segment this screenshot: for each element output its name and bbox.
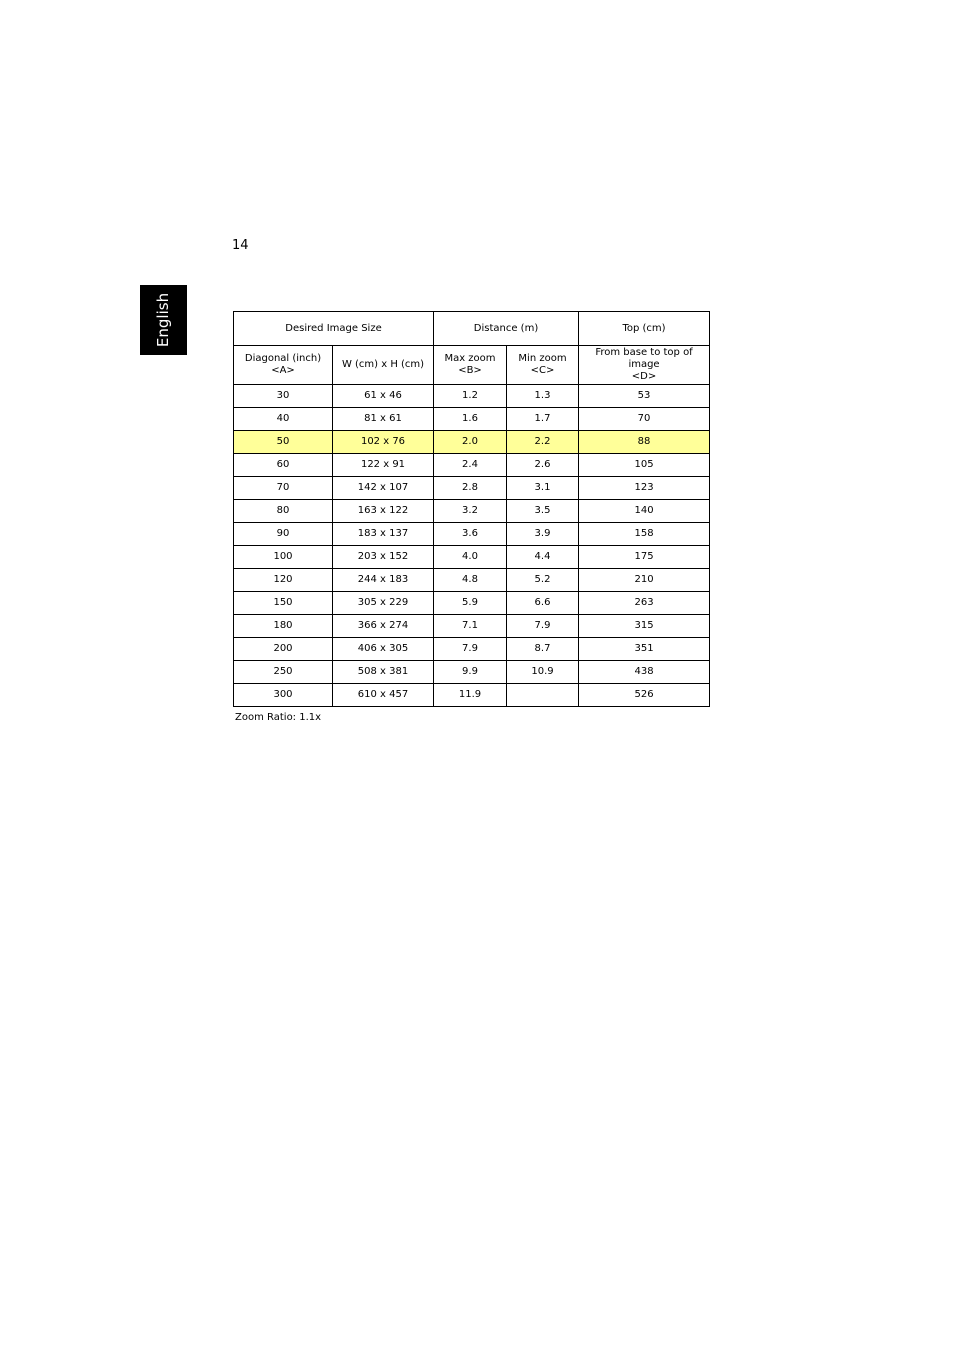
table-row: [234, 684, 710, 707]
language-tab: [140, 285, 187, 355]
cell-min-zoom: 5.2: [507, 569, 579, 592]
cell-min-zoom: 8.7: [507, 638, 579, 661]
cell-width-height: 183 x 137: [333, 523, 434, 546]
cell-diagonal: 50: [234, 431, 333, 454]
cell-max-zoom: 3.6: [434, 523, 507, 546]
cell-diagonal: 200: [234, 638, 333, 661]
language-tab-label: English: [154, 292, 173, 348]
cell-max-zoom: 9.9: [434, 661, 507, 684]
cell-max-zoom: 4.8: [434, 569, 507, 592]
cell-width-height: 142 x 107: [333, 477, 434, 500]
cell-width-height: 244 x 183: [333, 569, 434, 592]
cell-diagonal: 70: [234, 477, 333, 500]
cell-min-zoom: 4.4: [507, 546, 579, 569]
cell-diagonal: 150: [234, 592, 333, 615]
table-row: [234, 454, 710, 477]
header-diagonal: Diagonal (inch) <A>: [234, 346, 333, 385]
cell-base-to-top: 88: [579, 431, 710, 454]
table-row: [234, 661, 710, 684]
cell-min-zoom: 3.1: [507, 477, 579, 500]
cell-diagonal: 120: [234, 569, 333, 592]
cell-max-zoom: 1.2: [434, 385, 507, 408]
cell-base-to-top: 175: [579, 546, 710, 569]
cell-max-zoom: 5.9: [434, 592, 507, 615]
cell-base-to-top: 210: [579, 569, 710, 592]
cell-min-zoom: 3.5: [507, 500, 579, 523]
table-row: [234, 408, 710, 431]
cell-max-zoom: 4.0: [434, 546, 507, 569]
cell-width-height: 366 x 274: [333, 615, 434, 638]
header-min-zoom: Min zoom <C>: [507, 346, 579, 385]
cell-diagonal: 40: [234, 408, 333, 431]
zoom-ratio-note: Zoom Ratio: 1.1x: [235, 712, 322, 723]
cell-max-zoom: 3.2: [434, 500, 507, 523]
header-desired-image-size: Desired Image Size: [234, 312, 434, 346]
table-row: [234, 523, 710, 546]
cell-max-zoom: 11.9: [434, 684, 507, 707]
table-row: [234, 638, 710, 661]
cell-min-zoom: 7.9: [507, 615, 579, 638]
cell-max-zoom: 2.8: [434, 477, 507, 500]
cell-width-height: 610 x 457: [333, 684, 434, 707]
cell-max-zoom: 7.1: [434, 615, 507, 638]
header-distance: Distance (m): [434, 312, 579, 346]
cell-min-zoom: 2.2: [507, 431, 579, 454]
table-body: [234, 385, 710, 707]
cell-min-zoom: [507, 684, 579, 707]
cell-base-to-top: 438: [579, 661, 710, 684]
page-number: 14: [232, 238, 249, 253]
table-row: [234, 477, 710, 500]
cell-max-zoom: 1.6: [434, 408, 507, 431]
cell-base-to-top: 526: [579, 684, 710, 707]
table-group-header-row: [234, 312, 710, 346]
cell-diagonal: 30: [234, 385, 333, 408]
cell-min-zoom: 1.3: [507, 385, 579, 408]
cell-min-zoom: 6.6: [507, 592, 579, 615]
cell-diagonal: 60: [234, 454, 333, 477]
table-row: [234, 569, 710, 592]
cell-base-to-top: 263: [579, 592, 710, 615]
cell-base-to-top: 158: [579, 523, 710, 546]
header-max-zoom: Max zoom <B>: [434, 346, 507, 385]
cell-base-to-top: 351: [579, 638, 710, 661]
cell-width-height: 203 x 152: [333, 546, 434, 569]
cell-base-to-top: 53: [579, 385, 710, 408]
cell-diagonal: 90: [234, 523, 333, 546]
cell-diagonal: 250: [234, 661, 333, 684]
cell-base-to-top: 105: [579, 454, 710, 477]
table-row: [234, 592, 710, 615]
cell-max-zoom: 2.4: [434, 454, 507, 477]
table-row: [234, 615, 710, 638]
cell-width-height: 305 x 229: [333, 592, 434, 615]
header-width-height: W (cm) x H (cm): [333, 346, 434, 385]
cell-min-zoom: 2.6: [507, 454, 579, 477]
cell-width-height: 406 x 305: [333, 638, 434, 661]
cell-diagonal: 180: [234, 615, 333, 638]
cell-max-zoom: 2.0: [434, 431, 507, 454]
cell-min-zoom: 1.7: [507, 408, 579, 431]
table-row: [234, 500, 710, 523]
cell-max-zoom: 7.9: [434, 638, 507, 661]
cell-min-zoom: 10.9: [507, 661, 579, 684]
cell-width-height: 163 x 122: [333, 500, 434, 523]
header-base-to-top: From base to top of image <D>: [579, 346, 710, 385]
cell-base-to-top: 70: [579, 408, 710, 431]
cell-base-to-top: 123: [579, 477, 710, 500]
cell-diagonal: 100: [234, 546, 333, 569]
cell-diagonal: 300: [234, 684, 333, 707]
cell-base-to-top: 315: [579, 615, 710, 638]
projection-distance-table: [233, 311, 710, 707]
cell-base-to-top: 140: [579, 500, 710, 523]
header-top: Top (cm): [579, 312, 710, 346]
cell-min-zoom: 3.9: [507, 523, 579, 546]
table-sub-header-row: [234, 346, 710, 385]
table-row: [234, 546, 710, 569]
cell-width-height: 122 x 91: [333, 454, 434, 477]
cell-width-height: 61 x 46: [333, 385, 434, 408]
table-row: [234, 385, 710, 408]
table-row: [234, 431, 710, 454]
cell-diagonal: 80: [234, 500, 333, 523]
cell-width-height: 81 x 61: [333, 408, 434, 431]
cell-width-height: 508 x 381: [333, 661, 434, 684]
cell-width-height: 102 x 76: [333, 431, 434, 454]
